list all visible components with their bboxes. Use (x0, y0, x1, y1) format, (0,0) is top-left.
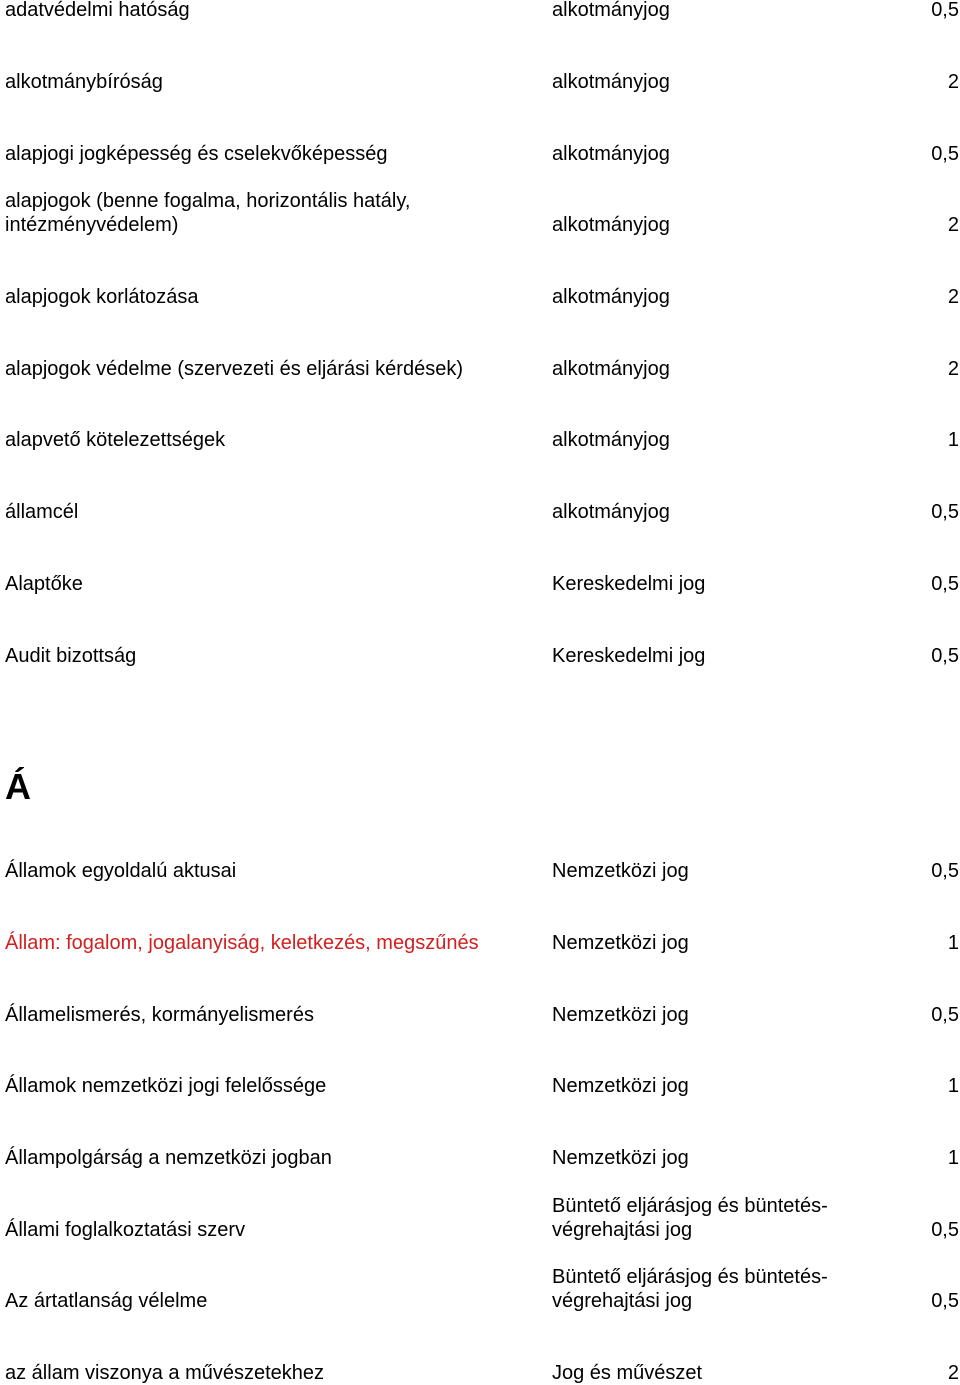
subject: alkotmányjog (552, 429, 670, 451)
subject: Nemzetközi jog (552, 932, 689, 954)
term: alkotmánybíróság (5, 71, 163, 93)
section-letter-heading: Á (5, 766, 31, 807)
term: alapvető kötelezettségek (5, 429, 226, 451)
list-item (0, 524, 960, 596)
subject: Büntető eljárásjog és büntetés- végrehajtási jog (552, 1266, 828, 1312)
list-item (0, 811, 960, 883)
subject: alkotmányjog (552, 214, 670, 236)
term: alapjogok (benne fogalma, horizontális hatály, intézményvédelem) (5, 190, 411, 236)
list-item (0, 380, 960, 452)
subject: Kereskedelmi jog (552, 573, 706, 595)
weight: 1 (947, 932, 959, 954)
term: Az ártatlanság vélelme (5, 1290, 208, 1312)
weight: 0,5 (931, 645, 959, 667)
subject: Nemzetközi jog (552, 860, 689, 882)
subject: alkotmányjog (552, 501, 670, 523)
list-item (0, 309, 960, 381)
term: Állam: fogalom, jogalanyiság, keletkezés, megszűnés (5, 932, 479, 954)
list-item (0, 452, 960, 524)
term: Államok egyoldalú aktusai (5, 860, 237, 882)
weight: 2 (947, 286, 959, 308)
subject: alkotmányjog (552, 71, 670, 93)
weight: 0,5 (931, 501, 959, 523)
list-item (0, 955, 960, 1027)
term: alapjogi jogképesség és cselekvőképesség (5, 143, 388, 165)
subject: Nemzetközi jog (552, 1147, 689, 1169)
list-item (0, 1098, 960, 1170)
weight: 1 (947, 1075, 959, 1097)
subject: alkotmányjog (552, 286, 670, 308)
term: Államelismerés, kormányelismerés (5, 1004, 314, 1026)
list-item (0, 596, 960, 668)
weight: 0,5 (931, 0, 959, 21)
term: Állami foglalkoztatási szerv (5, 1219, 246, 1241)
list-item-highlighted (0, 883, 960, 955)
term: államcél (5, 501, 79, 523)
subject: alkotmányjog (552, 358, 670, 380)
list-item (0, 165, 960, 237)
term: adatvédelmi hatóság (5, 0, 190, 21)
weight: 0,5 (931, 573, 959, 595)
list-item (0, 94, 960, 166)
list-item (0, 1170, 960, 1242)
term: Állampolgárság a nemzetközi jogban (5, 1147, 332, 1169)
list-item (0, 22, 960, 94)
term: alapjogok korlátozása (5, 286, 199, 308)
weight: 1 (947, 429, 959, 451)
subject: Nemzetközi jog (552, 1075, 689, 1097)
subject: Jog és művészet (552, 1362, 703, 1384)
list-item (0, 1241, 960, 1313)
weight: 1 (947, 1147, 959, 1169)
weight: 0,5 (931, 1219, 959, 1241)
subject: alkotmányjog (552, 143, 670, 165)
weight: 2 (947, 71, 959, 93)
weight: 2 (947, 214, 959, 236)
term: alapjogok védelme (szervezeti és eljárási kérdések) (5, 358, 463, 380)
term: Alaptőke (5, 573, 83, 595)
list-item (0, 1313, 960, 1385)
list-item (0, 0, 960, 22)
subject: Kereskedelmi jog (552, 645, 706, 667)
term: Államok nemzetközi jogi felelőssége (5, 1075, 327, 1097)
weight: 0,5 (931, 1290, 959, 1312)
subject: Büntető eljárásjog és büntetés- végrehajtási jog (552, 1195, 828, 1241)
term: az állam viszonya a művészetekhez (5, 1362, 325, 1384)
weight: 0,5 (931, 860, 959, 882)
list-item (0, 1026, 960, 1098)
subject: Nemzetközi jog (552, 1004, 689, 1026)
weight: 0,5 (931, 143, 959, 165)
subject: alkotmányjog (552, 0, 670, 21)
weight: 2 (947, 1362, 959, 1384)
list-item (0, 237, 960, 309)
term: Audit bizottság (5, 645, 137, 667)
weight: 0,5 (931, 1004, 959, 1026)
weight: 2 (947, 358, 959, 380)
